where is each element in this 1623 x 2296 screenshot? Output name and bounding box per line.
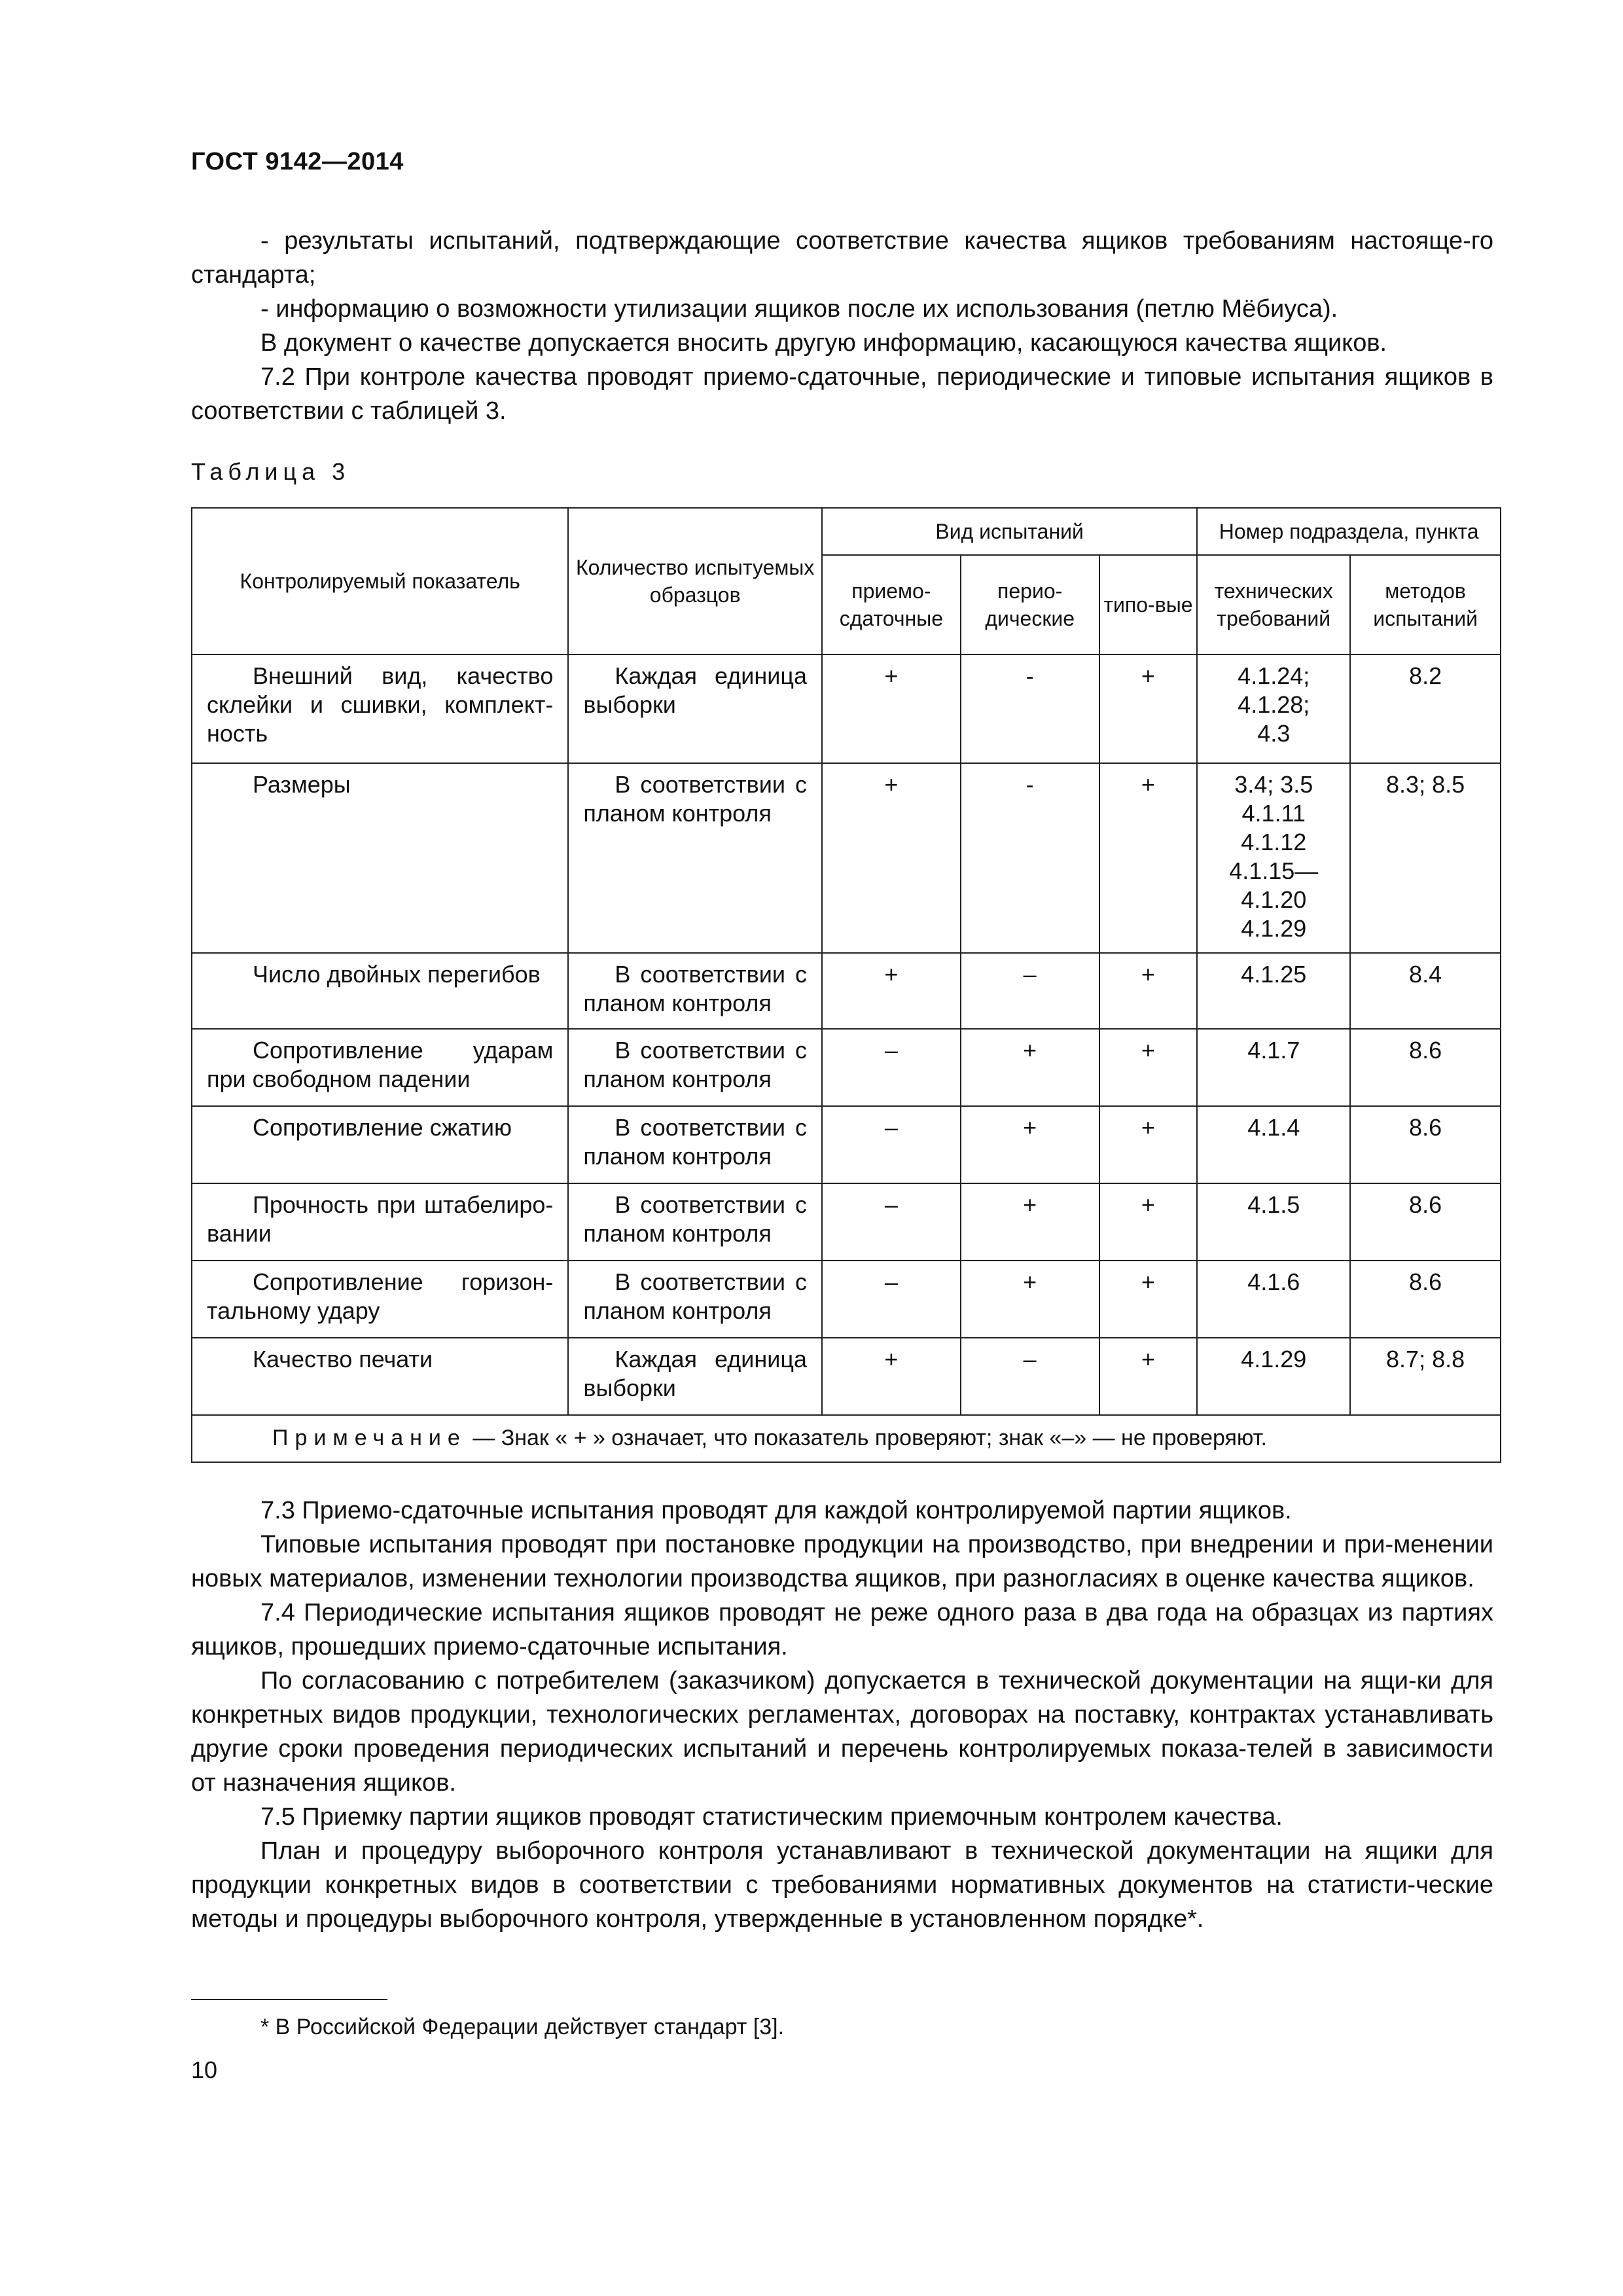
paragraph: План и процедуру выборочного контроля устанавливают в технической документации на ящики для продукции конкретных видов в соответствии с требованиями нормативных документов на статисти-ческие методы и процедуры выборочного контроля, утвержденные в установленном порядке*. xyxy=(191,1837,1493,1933)
cell-indicator: Внешний вид, качество склейки и сшивки, комплект-ность xyxy=(192,655,568,763)
cell-indicator: Число двойных перегибов xyxy=(192,953,568,1029)
cell-methods: 8.4 xyxy=(1350,953,1501,1029)
header-test-type: Вид испытаний xyxy=(822,508,1197,555)
cell-indicator: Сопротивление ударам при свободном падении xyxy=(192,1029,568,1106)
table-row xyxy=(192,1106,1501,1183)
cell-tech-req: 4.1.7 xyxy=(1197,1029,1350,1106)
cell-quantity: В соответствии с планом контроля xyxy=(568,1261,822,1338)
paragraph: - результаты испытаний, подтверждающие соответствие качества ящиков требованиям настояще-го стандарта; xyxy=(191,227,1493,289)
header-type-tests: типо-вые xyxy=(1099,555,1198,655)
cell-indicator: Качество печати xyxy=(192,1338,568,1415)
header-quantity: Количество испытуемых образцов xyxy=(568,508,822,655)
cell-methods: 8.6 xyxy=(1350,1106,1501,1183)
cell-acceptance: – xyxy=(822,1029,961,1106)
cell-quantity: Каждая единица выборки xyxy=(568,1338,822,1415)
cell-methods: 8.2 xyxy=(1350,655,1501,763)
note-text: — Знак « + » означает, что показатель проверяют; знак «–» — не проверяют. xyxy=(466,1426,1267,1450)
cell-indicator: Сопротивление сжатию xyxy=(192,1106,568,1183)
cell-acceptance: + xyxy=(822,655,961,763)
note-label: Примечание xyxy=(272,1426,467,1450)
cell-indicator: Прочность при штабелиро-вании xyxy=(192,1183,568,1261)
header-tech-req: технических требований xyxy=(1197,555,1350,655)
ref-line: 4.1.12 xyxy=(1241,829,1307,855)
cell-acceptance: + xyxy=(822,1338,961,1415)
cell-acceptance: – xyxy=(822,1261,961,1338)
paragraph: - информацию о возможности утилизации ящиков после их использования (петлю Мёбиуса). xyxy=(260,295,1338,323)
paragraph: 7.3 Приемо-сдаточные испытания проводят для каждой контролируемой партии ящиков. xyxy=(260,1497,1292,1524)
cell-tech-req xyxy=(1197,655,1350,763)
cell-periodic: – xyxy=(961,953,1099,1029)
cell-tech-req: 4.1.29 xyxy=(1197,1338,1350,1415)
header-indicator: Контролируемый показатель xyxy=(192,508,568,655)
cell-type: + xyxy=(1099,1338,1198,1415)
cell-acceptance: – xyxy=(822,1183,961,1261)
cell-quantity: В соответствии с планом контроля xyxy=(568,763,822,953)
paragraph: В документ о качестве допускается вносить другую информацию, касающуюся качества ящиков. xyxy=(260,329,1387,357)
ref-line: 4.1.28; xyxy=(1238,691,1310,718)
paragraph: Типовые испытания проводят при постановке продукции на производство, при внедрении и при-менении новых материалов, изменении технологии производства ящиков, при разногласиях в оценке качества ящиков. xyxy=(191,1531,1493,1592)
cell-periodic: - xyxy=(961,763,1099,953)
table-row xyxy=(192,1029,1501,1106)
header-section-ref: Номер подраздела, пункта xyxy=(1197,508,1501,555)
table-3 xyxy=(191,507,1501,1463)
cell-acceptance: + xyxy=(822,953,961,1029)
table-row xyxy=(192,763,1501,953)
table-note-row xyxy=(192,1415,1501,1462)
intro-text xyxy=(191,224,1493,428)
document-header: ГОСТ 9142—2014 xyxy=(191,148,404,175)
cell-acceptance: – xyxy=(822,1106,961,1183)
cell-tech-req: 4.1.4 xyxy=(1197,1106,1350,1183)
cell-tech-req xyxy=(1197,763,1350,953)
cell-methods: 8.3; 8.5 xyxy=(1350,763,1501,953)
cell-type: + xyxy=(1099,1261,1198,1338)
cell-periodic: + xyxy=(961,1183,1099,1261)
cell-periodic: – xyxy=(961,1338,1099,1415)
cell-tech-req: 4.1.6 xyxy=(1197,1261,1350,1338)
cell-type: + xyxy=(1099,953,1198,1029)
table-note xyxy=(192,1415,1501,1462)
table-row xyxy=(192,655,1501,763)
header-test-methods: методов испытаний xyxy=(1350,555,1501,655)
ref-line: 3.4; 3.5 xyxy=(1234,771,1313,798)
ref-line: 4.1.20 xyxy=(1241,886,1307,913)
cell-methods: 8.6 xyxy=(1350,1261,1501,1338)
table-row xyxy=(192,953,1501,1029)
header-acceptance: приемо-сдаточные xyxy=(822,555,961,655)
ref-line: 4.3 xyxy=(1257,720,1291,747)
ref-line: 4.1.24; xyxy=(1238,662,1310,689)
cell-quantity: Каждая единица выборки xyxy=(568,655,822,763)
cell-type: + xyxy=(1099,1106,1198,1183)
cell-indicator: Размеры xyxy=(192,763,568,953)
table-row xyxy=(192,1338,1501,1415)
section-text xyxy=(191,1494,1493,1936)
cell-type: + xyxy=(1099,1029,1198,1106)
cell-periodic: + xyxy=(961,1029,1099,1106)
cell-type: + xyxy=(1099,655,1198,763)
cell-tech-req: 4.1.5 xyxy=(1197,1183,1350,1261)
cell-quantity: В соответствии с планом контроля xyxy=(568,953,822,1029)
cell-indicator: Сопротивление горизон-тальному удару xyxy=(192,1261,568,1338)
cell-periodic: + xyxy=(961,1106,1099,1183)
cell-type: + xyxy=(1099,1183,1198,1261)
cell-quantity: В соответствии с планом контроля xyxy=(568,1106,822,1183)
paragraph: 7.4 Периодические испытания ящиков проводят не реже одного раза в два года на образцах из партиях ящиков, прошедших приемо-сдаточные испытания. xyxy=(191,1599,1493,1660)
paragraph: 7.5 Приемку партии ящиков проводят статистическим приемочным контролем качества. xyxy=(260,1803,1283,1831)
cell-methods: 8.7; 8.8 xyxy=(1350,1338,1501,1415)
cell-periodic: + xyxy=(961,1261,1099,1338)
page-number: 10 xyxy=(191,2056,218,2083)
cell-acceptance: + xyxy=(822,763,961,953)
cell-methods: 8.6 xyxy=(1350,1029,1501,1106)
cell-tech-req: 4.1.25 xyxy=(1197,953,1350,1029)
cell-quantity: В соответствии с планом контроля xyxy=(568,1183,822,1261)
footnote: * В Российской Федерации действует стандарт [3]. xyxy=(260,2015,785,2039)
ref-line: 4.1.29 xyxy=(1241,915,1307,942)
table-row xyxy=(192,1261,1501,1338)
footnote-rule xyxy=(191,1999,387,2000)
ref-line: 4.1.15— xyxy=(1229,857,1319,884)
cell-type: + xyxy=(1099,763,1198,953)
cell-quantity: В соответствии с планом контроля xyxy=(568,1029,822,1106)
table-row xyxy=(192,1183,1501,1261)
paragraph: По согласованию с потребителем (заказчиком) допускается в технической документации на ящи-ки для конкретных видов продукции, технологических регламентах, договорах на поставку, контрактах устанавливать другие сроки проведения периодических испытаний и перечень контролируемых показа-телей в зависимости от назначения ящиков. xyxy=(191,1667,1493,1797)
cell-periodic: - xyxy=(961,655,1099,763)
cell-methods: 8.6 xyxy=(1350,1183,1501,1261)
ref-line: 4.1.11 xyxy=(1241,800,1306,827)
table-caption: Таблица 3 xyxy=(191,458,351,485)
header-periodic: перио-дические xyxy=(961,555,1099,655)
paragraph: 7.2 При контроле качества проводят приемо-сдаточные, периодические и типовые испытания ящиков в соответствии с таблицей 3. xyxy=(191,363,1493,425)
